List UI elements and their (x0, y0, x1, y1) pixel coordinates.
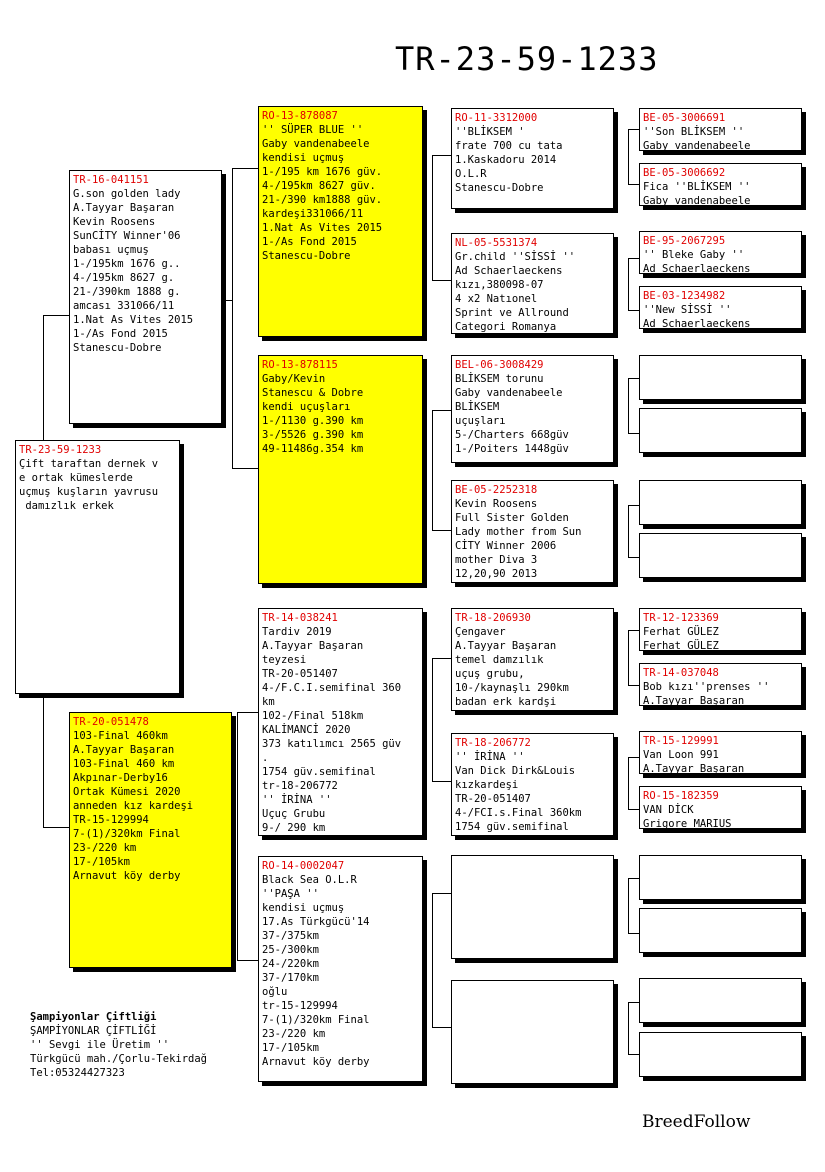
g11-card[interactable] (639, 731, 802, 774)
info-line: Sprint ve Allround (455, 307, 569, 319)
info-line: 1-/As Fond 2015 (262, 236, 357, 248)
connector (237, 712, 258, 713)
info-line: Stanescu & Dobre (262, 387, 364, 399)
info-line: Van Loon 991 (643, 749, 719, 761)
connector (628, 557, 639, 558)
info-line: ''BLİKSEM ' (455, 126, 525, 138)
empty-card[interactable] (451, 980, 614, 1084)
info-line: amcası 331066/11 (73, 300, 175, 312)
connector (232, 168, 233, 468)
info-line: Arnavut köy derby (262, 1056, 370, 1068)
g12-card[interactable] (639, 786, 802, 829)
ring-number: TR-16-041151 (73, 174, 149, 186)
g3-card[interactable] (639, 231, 802, 274)
connector (432, 781, 451, 782)
connector (43, 315, 69, 316)
info-line: 1-/195km 1676 g.. (73, 258, 181, 270)
info-line: TR-20-051407 (455, 793, 531, 805)
info-line: 1754 güv.semifinal (262, 766, 376, 778)
info-line: kardeşi331066/11 (262, 208, 364, 220)
connector (222, 300, 232, 301)
connector (628, 685, 639, 686)
info-line: Tardiv 2019 (262, 626, 332, 638)
empty-card[interactable] (639, 855, 802, 900)
info-line: kendi uçuşları (262, 401, 351, 413)
sire-dam-card[interactable] (258, 355, 423, 584)
connector (628, 757, 639, 758)
ring-number: BE-05-3006691 (643, 112, 726, 124)
connector (628, 505, 629, 557)
info-line: Van Dick Dirk&Louis (455, 765, 576, 777)
info-line: Çengaver (455, 626, 506, 638)
info-line: Bob kızı''prenses '' (643, 681, 770, 693)
info-line: 21-/390 km1888 güv. (262, 194, 383, 206)
info-line: 1.Nat As Vites 2015 (262, 222, 383, 234)
info-line: TR-20-051407 (262, 668, 338, 680)
info-line: 9-/ 290 km (262, 822, 326, 834)
info-line: Akpınar-Derby16 (73, 772, 168, 784)
page-title: TR-23-59-1233 (395, 40, 659, 78)
info-line: 37-/375km (262, 930, 319, 942)
ring-number: TR-18-206930 (455, 612, 531, 624)
info-line: 1-/Poiters 1448güv (455, 443, 569, 455)
connector (628, 310, 639, 311)
info-line: badan erk kardşi (455, 696, 557, 708)
sds-card[interactable] (451, 355, 614, 463)
info-line: 24-/220km (262, 958, 319, 970)
info-line: Gaby vandenabeele (262, 138, 370, 150)
info-line: Stanescu-Dobre (262, 250, 351, 262)
info-line: 1-/As Fond 2015 (73, 328, 168, 340)
info-line: 23-/220 km (262, 1028, 326, 1040)
connector (628, 258, 629, 310)
connector (628, 933, 639, 934)
info-line: ''PAŞA '' (262, 888, 319, 900)
info-line: Stanescu-Dobre (73, 342, 162, 354)
info-line: BLİKSEM (455, 401, 500, 413)
info-line: 4 x2 Natıonel (455, 293, 538, 305)
ring-number: TR-23-59-1233 (19, 444, 102, 456)
connector (628, 1002, 639, 1003)
info-line: 4-/195km 8627 g. (73, 272, 175, 284)
connector (237, 960, 258, 961)
info-line: Gr.child ''SİSSİ '' (455, 251, 576, 263)
info-line: TR-15-129994 (73, 814, 149, 826)
info-line: Çift taraftan dernek v (19, 458, 159, 470)
info-line: teyzesi (262, 654, 307, 666)
empty-card[interactable] (639, 533, 802, 578)
info-line: Gaby vandenabeele (643, 195, 751, 206)
connector (628, 757, 629, 809)
info-line: 103-Final 460 km (73, 758, 175, 770)
ring-number: BE-95-2067295 (643, 235, 726, 247)
dam-card[interactable] (69, 712, 232, 968)
info-line: Arnavut köy derby (73, 870, 181, 882)
connector (628, 129, 639, 130)
info-line: Categori Romanya (455, 321, 557, 333)
breeder-line: ŞAMPİYONLAR ÇİFTLİĞİ (30, 1025, 157, 1037)
info-line: Ferhat GÜLEZ (643, 626, 719, 638)
ring-number: TR-20-051478 (73, 716, 149, 728)
ring-number: RO-15-182359 (643, 790, 719, 802)
info-line: 3-/5526 g.390 km (262, 429, 364, 441)
info-line: 7-(1)/320km Final (262, 1014, 370, 1026)
info-line: BLİKSEM torunu (455, 373, 544, 385)
info-line: '' Bleke Gaby '' (643, 249, 745, 261)
connector (432, 410, 451, 411)
info-line: O.L.R (455, 168, 487, 180)
connector (432, 410, 433, 530)
connector (232, 468, 258, 469)
info-line: Black Sea O.L.R (262, 874, 357, 886)
info-line: 7-(1)/320km Final (73, 828, 181, 840)
info-line: 17.As Türkgücü'14 (262, 916, 370, 928)
connector (628, 258, 639, 259)
dam-dam-card[interactable] (258, 856, 423, 1082)
connector (432, 1027, 451, 1028)
empty-card[interactable] (639, 408, 802, 453)
breeder-name: Şampiyonlar Çiftliği (30, 1011, 157, 1023)
connector (628, 878, 639, 879)
empty-card[interactable] (639, 355, 802, 400)
connector (432, 893, 451, 894)
info-line: kızı,380098-07 (455, 279, 544, 291)
connector (628, 878, 629, 933)
info-line: 49-11486g.354 km (262, 443, 364, 455)
g1-card[interactable] (639, 108, 802, 151)
info-line: Ad Schaerlaeckens (455, 265, 563, 277)
connector (628, 505, 639, 506)
connector (628, 1002, 629, 1054)
info-line: Lady mother from Sun (455, 526, 582, 538)
info-line: A.Tayyar Başaran (73, 202, 175, 214)
info-line: uçuşları (455, 415, 506, 427)
g4-card[interactable] (639, 286, 802, 329)
info-line: A.Tayyar Başaran (643, 763, 745, 774)
info-line: 1-/1130 g.390 km (262, 415, 364, 427)
connector (628, 378, 629, 433)
info-line: km (262, 696, 275, 708)
info-line: 12,20,90 2013 (455, 568, 538, 580)
info-line: Kevin Roosens (455, 498, 538, 510)
ring-number: RO-13-878087 (262, 110, 338, 122)
info-line: 25-/300km (262, 944, 319, 956)
connector (43, 827, 69, 828)
dam-sire-card[interactable] (258, 608, 423, 836)
info-line: kızkardeşi (455, 779, 519, 791)
info-line: frate 700 cu tata (455, 140, 563, 152)
info-line: Gaby vandenabeele (455, 387, 563, 399)
info-line: 102-/Final 518km (262, 710, 364, 722)
connector (628, 809, 639, 810)
info-line: babası uçmuş (73, 244, 149, 256)
dsd-card[interactable] (451, 733, 614, 836)
info-line: uçuş grubu, (455, 668, 525, 680)
info-line: SunCİTY Winner'06 (73, 230, 181, 242)
empty-card[interactable] (451, 855, 614, 959)
sire-sire-card[interactable] (258, 106, 423, 337)
breeder-info (30, 1010, 207, 1080)
info-line: Uçuç Grubu (262, 808, 326, 820)
info-line: 103-Final 460km (73, 730, 168, 742)
connector (628, 433, 639, 434)
info-line: Ad Schaerlaeckens (643, 318, 751, 329)
brand-logo: BreedFollow (642, 1112, 751, 1132)
sdd-card[interactable] (451, 480, 614, 583)
info-line: kendisi uçmuş (262, 152, 345, 164)
info-line: Gaby vandenabeele (643, 140, 751, 151)
info-line: KALİMANCİ 2020 (262, 724, 351, 736)
info-line: 17-/105km (262, 1042, 319, 1054)
ring-number: BE-05-3006692 (643, 167, 726, 179)
connector (432, 658, 451, 659)
ring-number: TR-12-123369 (643, 612, 719, 624)
empty-card[interactable] (639, 978, 802, 1023)
info-line: damızlık erkek (19, 500, 114, 512)
ring-number: TR-14-037048 (643, 667, 719, 679)
info-line: A.Tayyar Başaran (262, 640, 364, 652)
info-line: oğlu (262, 986, 288, 998)
info-line: 4-/F.C.I.semifinal 360 (262, 682, 402, 694)
connector (432, 658, 433, 781)
info-line: Kevin Roosens (73, 216, 156, 228)
info-line: CİTY Winner 2006 (455, 540, 557, 552)
info-line: Grigore MARIUS (643, 818, 732, 829)
ring-number: BE-05-2252318 (455, 484, 538, 496)
info-line: ''New SİSSİ '' (643, 304, 732, 316)
info-line: Ad Schaerlaeckens (643, 263, 751, 274)
info-line: 1.Nat As Vites 2015 (73, 314, 194, 326)
info-line: VAN DİCK (643, 804, 694, 816)
ring-number: NL-05-5531374 (455, 237, 538, 249)
sire-card[interactable] (69, 170, 222, 424)
info-line: tr-15-129994 (262, 1000, 338, 1012)
info-line: kendisi uçmuş (262, 902, 345, 914)
connector (628, 1054, 639, 1055)
info-line: '' İRİNA '' (262, 794, 332, 806)
info-line: uçmuş kuşların yavrusu (19, 486, 159, 498)
ring-number: TR-15-129991 (643, 735, 719, 747)
connector (628, 129, 629, 184)
breeder-line: Tel:05324427323 (30, 1067, 125, 1079)
connector (432, 530, 451, 531)
info-line: 4-/195km 8627 güv. (262, 180, 376, 192)
ring-number: RO-13-878115 (262, 359, 338, 371)
connector (237, 712, 238, 960)
info-line: anneden kız kardeşi (73, 800, 194, 812)
connector (628, 630, 629, 685)
info-line: Gaby/Kevin (262, 373, 326, 385)
info-line: Ortak Kümesi 2020 (73, 786, 181, 798)
info-line: ''Son BLİKSEM '' (643, 126, 745, 138)
g9-card[interactable] (639, 608, 802, 651)
g2-card[interactable] (639, 163, 802, 206)
empty-card[interactable] (639, 480, 802, 525)
connector (432, 155, 433, 280)
info-line: 23-/220 km (73, 842, 137, 854)
ring-number: TR-14-038241 (262, 612, 338, 624)
ring-number: RO-14-0002047 (262, 860, 345, 872)
info-line: Stanescu-Dobre (455, 182, 544, 194)
info-line: A.Tayyar Başaran (455, 640, 557, 652)
subject-card[interactable] (15, 440, 180, 694)
info-line: 1754 güv.semifinal (455, 821, 569, 833)
info-line: temel damzılık (455, 654, 544, 666)
ring-number: BE-03-1234982 (643, 290, 726, 302)
info-line: Fica ''BLİKSEM '' (643, 181, 751, 193)
info-line: 10-/kaynaşlı 290km (455, 682, 569, 694)
info-line: '' SÜPER BLUE '' (262, 124, 364, 136)
info-line: A.Tayyar Başaran (643, 695, 745, 706)
ring-number: TR-18-206772 (455, 737, 531, 749)
info-line: 5-/Charters 668güv (455, 429, 569, 441)
info-line: 21-/390km 1888 g. (73, 286, 181, 298)
info-line: . (262, 752, 269, 764)
info-line: mother Diva 3 (455, 554, 538, 566)
info-line: 1-/195 km 1676 güv. (262, 166, 383, 178)
connector (432, 893, 433, 1027)
connector (628, 184, 639, 185)
ssd-card[interactable] (451, 233, 614, 334)
info-line: 37-/170km (262, 972, 319, 984)
info-line: 1.Kaskadoru 2014 (455, 154, 557, 166)
connector (628, 630, 639, 631)
ring-number: BEL-06-3008429 (455, 359, 544, 371)
info-line: tr-18-206772 (262, 780, 338, 792)
info-line: 17-/105km (73, 856, 130, 868)
info-line: G.son golden lady (73, 188, 181, 200)
info-line: Full Sister Golden (455, 512, 569, 524)
breeder-line: '' Sevgi ile Üretim '' (30, 1039, 170, 1051)
empty-card[interactable] (639, 908, 802, 953)
dss-card[interactable] (451, 608, 614, 711)
info-line: '' İRİNA '' (455, 751, 525, 763)
connector (432, 155, 451, 156)
breeder-line: Türkgücü mah./Çorlu-Tekirdağ (30, 1053, 208, 1065)
info-line: e ortak kümeslerde (19, 472, 133, 484)
connector (432, 280, 451, 281)
info-line: 4-/FCI.s.Final 360km (455, 807, 582, 819)
empty-card[interactable] (639, 1032, 802, 1077)
info-line: Ferhat GÜLEZ (643, 640, 719, 651)
connector (628, 378, 639, 379)
info-line: A.Tayyar Başaran (73, 744, 175, 756)
sss-card[interactable] (451, 108, 614, 209)
g10-card[interactable] (639, 663, 802, 706)
connector (232, 168, 258, 169)
info-line: 373 katılımcı 2565 güv (262, 738, 402, 750)
ring-number: RO-11-3312000 (455, 112, 538, 124)
